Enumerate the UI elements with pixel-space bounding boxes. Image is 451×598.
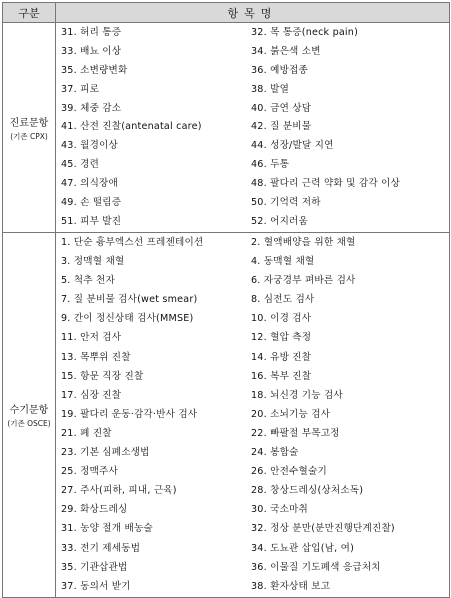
list-item: 34. 도뇨관 삽입(남, 여): [251, 542, 355, 554]
section-subtitle: (기존 OSCE): [7, 418, 51, 428]
list-item: 39. 체중 감소: [61, 102, 122, 114]
list-item: 24. 봉합술: [251, 447, 299, 459]
list-item: 35. 소변량변화: [61, 64, 128, 76]
items-grid-clinical: [56, 23, 449, 232]
header-items: 항목명: [56, 3, 450, 23]
list-item: 6. 자궁경부 펴바른 검사: [251, 275, 356, 287]
section-row-procedure: [3, 233, 450, 598]
list-item: 27. 주사(피하, 피내, 근육): [61, 485, 177, 497]
list-item: 22. 빠팔절 부목고정: [251, 427, 340, 439]
list-item: 47. 의식장애: [61, 178, 118, 190]
list-item: 30. 국소마취: [251, 504, 308, 516]
list-item: 20. 소뇌기능 검사: [251, 408, 331, 420]
list-item: 8. 심전도 검사: [251, 294, 315, 306]
list-item: 21. 폐 진찰: [61, 427, 112, 439]
list-item: 34. 붉은색 소변: [251, 45, 321, 57]
list-item: 5. 척추 천자: [61, 275, 115, 287]
list-item: 52. 어지러움: [251, 215, 308, 227]
list-item: 44. 성장/발달 지연: [251, 140, 334, 152]
list-item: 37. 동의서 받기: [61, 580, 131, 592]
items-grid-procedure: [56, 233, 449, 597]
list-item: 40. 금연 상담: [251, 102, 312, 114]
section-category-clinical: [3, 23, 56, 233]
section-row-clinical: [3, 23, 450, 233]
list-item: 36. 예방접종: [251, 64, 308, 76]
list-item: 51. 피부 발진: [61, 215, 122, 227]
list-item: 17. 심장 진찰: [61, 389, 122, 401]
list-item: 38. 환자상태 보고: [251, 580, 331, 592]
list-item: 29. 화상드레싱: [61, 504, 128, 516]
list-item: 14. 유방 진찰: [251, 351, 312, 363]
list-item: 42. 질 분비물: [251, 121, 312, 133]
list-item: 32. 목 통증(neck pain): [251, 27, 359, 38]
header-category: 구분: [3, 3, 56, 23]
list-item: 18. 뇌신경 기능 검사: [251, 389, 343, 401]
list-item: 37. 피로: [61, 83, 100, 95]
list-item: 50. 기억력 저하: [251, 197, 321, 209]
list-item: 28. 창상드레싱(상처소독): [251, 485, 364, 497]
list-item: 33. 배뇨 이상: [61, 45, 122, 57]
list-item: 48. 팔다리 근력 약화 및 감각 이상: [251, 178, 400, 190]
list-item: 2. 혈액배양을 위한 채혈: [251, 237, 356, 248]
list-item: 25. 정맥주사: [61, 466, 118, 478]
exam-items-table: [2, 2, 450, 598]
list-item: 19. 팔다리 운동·감각·반사 검사: [61, 408, 198, 420]
list-item: 15. 항문 직장 진찰: [61, 370, 144, 382]
list-item: 26. 안전수혈술기: [251, 466, 327, 478]
list-item: 11. 안저 검사: [61, 332, 122, 344]
section-category-procedure: [3, 233, 56, 598]
section-title: 수기문항: [9, 404, 49, 416]
list-item: 31. 허리 통증: [61, 27, 122, 38]
list-item: 33. 전기 제세동법: [61, 542, 141, 554]
list-item: 49. 손 떨림증: [61, 197, 122, 209]
list-item: 4. 동맥혈 채혈: [251, 256, 315, 268]
list-item: 41. 산전 진찰(antenatal care): [61, 121, 202, 133]
table-header-row: [3, 3, 450, 23]
list-item: 32. 정상 분만(분만진행단계진찰): [251, 523, 395, 535]
list-item: 23. 기본 심폐소생법: [61, 447, 150, 459]
list-item: 31. 농양 절개 배농술: [61, 523, 153, 535]
list-item: 38. 발열: [251, 83, 290, 95]
section-items-clinical: [56, 23, 450, 233]
list-item: 35. 기관삽관법: [61, 561, 128, 573]
list-item: 16. 복부 진찰: [251, 370, 312, 382]
list-item: 43. 월경이상: [61, 140, 118, 152]
list-item: 36. 이물질 기도폐색 응급처치: [251, 561, 381, 573]
section-title: 진료문항: [9, 117, 49, 129]
section-subtitle: (기존 CPX): [10, 131, 48, 141]
list-item: 1. 단순 흉부엑스선 프레젠테이션: [61, 237, 204, 248]
section-items-procedure: [56, 233, 450, 598]
list-item: 46. 두통: [251, 159, 290, 171]
list-item: 7. 질 분비물 검사(wet smear): [61, 294, 198, 306]
list-item: 45. 경련: [61, 159, 100, 171]
list-item: 10. 이경 검사: [251, 313, 312, 325]
list-item: 3. 정맥혈 채혈: [61, 256, 125, 268]
list-item: 9. 간이 정신상태 검사(MMSE): [61, 313, 194, 325]
list-item: 13. 목뿌위 진찰: [61, 351, 131, 363]
list-item: 12. 혈압 측정: [251, 332, 312, 344]
